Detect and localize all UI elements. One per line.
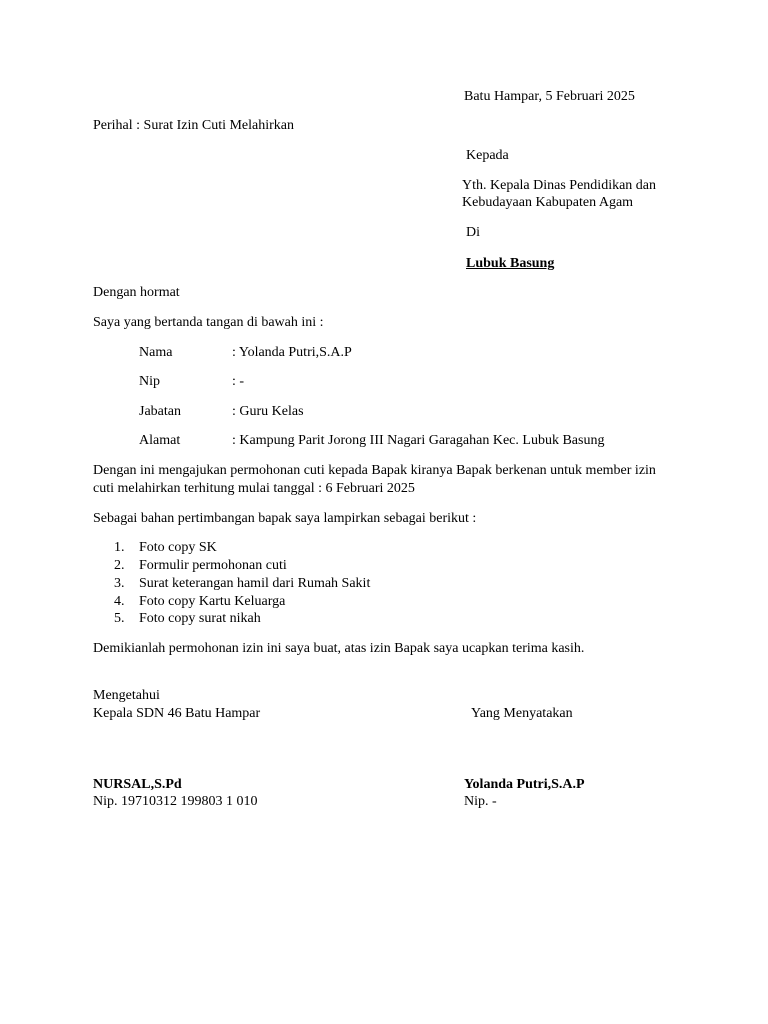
greeting: Dengan hormat — [93, 285, 180, 300]
closing-line: Demikianlah permohonan izin ini saya buat, atas izin Bapak saya ucapkan terima kasih. — [93, 641, 585, 656]
left-sign-heading-2: Kepala SDN 46 Batu Hampar — [93, 706, 261, 721]
identity-label-nama: Nama — [139, 345, 173, 360]
right-signer-nip: Nip. - — [464, 794, 497, 809]
subject-line: Perihal : Surat Izin Cuti Melahirkan — [93, 118, 295, 133]
place-date: Batu Hampar, 5 Februari 2025 — [464, 89, 635, 104]
request-line-2: cuti melahirkan terhitung mulai tanggal : 6 Februari 2025 — [93, 481, 415, 496]
recipient-line-1: Yth. Kepala Dinas Pendidikan dan — [462, 178, 657, 193]
right-sign-heading: Yang Menyatakan — [471, 706, 573, 721]
attachments-intro: Sebagai bahan pertimbangan bapak saya lampirkan sebagai berikut : — [93, 511, 477, 526]
left-sign-heading-1: Mengetahui — [93, 688, 160, 703]
recipient-city: Lubuk Basung — [466, 256, 555, 271]
right-signer-name: Yolanda Putri,S.A.P — [464, 777, 585, 792]
attachment-item: Surat keterangan hamil dari Rumah Sakit — [139, 576, 371, 591]
identity-label-jabatan: Jabatan — [139, 404, 181, 419]
attachment-number: 1. — [114, 540, 125, 555]
identity-value-alamat: : Kampung Parit Jorong III Nagari Garagahan Kec. Lubuk Basung — [232, 433, 605, 448]
request-line-1: Dengan ini mengajukan permohonan cuti kepada Bapak kiranya Bapak berkenan untuk member izin — [93, 463, 656, 478]
attachment-number: 2. — [114, 558, 125, 573]
attachment-number: 5. — [114, 611, 125, 626]
recipient-di: Di — [466, 225, 480, 240]
left-signer-nip: Nip. 19710312 199803 1 010 — [93, 794, 258, 809]
left-signer-name: NURSAL,S.Pd — [93, 777, 182, 792]
recipient-kepada: Kepada — [466, 148, 509, 163]
attachment-item: Foto copy Kartu Keluarga — [139, 594, 286, 609]
identity-value-nip: : - — [232, 374, 245, 389]
attachment-item: Formulir permohonan cuti — [139, 558, 287, 573]
attachment-number: 4. — [114, 594, 125, 609]
attachment-item: Foto copy SK — [139, 540, 217, 555]
attachment-number: 3. — [114, 576, 125, 591]
identity-label-alamat: Alamat — [139, 433, 181, 448]
attachment-item: Foto copy surat nikah — [139, 611, 261, 626]
recipient-line-2: Kebudayaan Kabupaten Agam — [462, 195, 634, 210]
identity-label-nip: Nip — [139, 374, 160, 389]
intro-line: Saya yang bertanda tangan di bawah ini : — [93, 315, 324, 330]
identity-value-jabatan: : Guru Kelas — [232, 404, 304, 419]
identity-value-nama: : Yolanda Putri,S.A.P — [232, 345, 352, 360]
